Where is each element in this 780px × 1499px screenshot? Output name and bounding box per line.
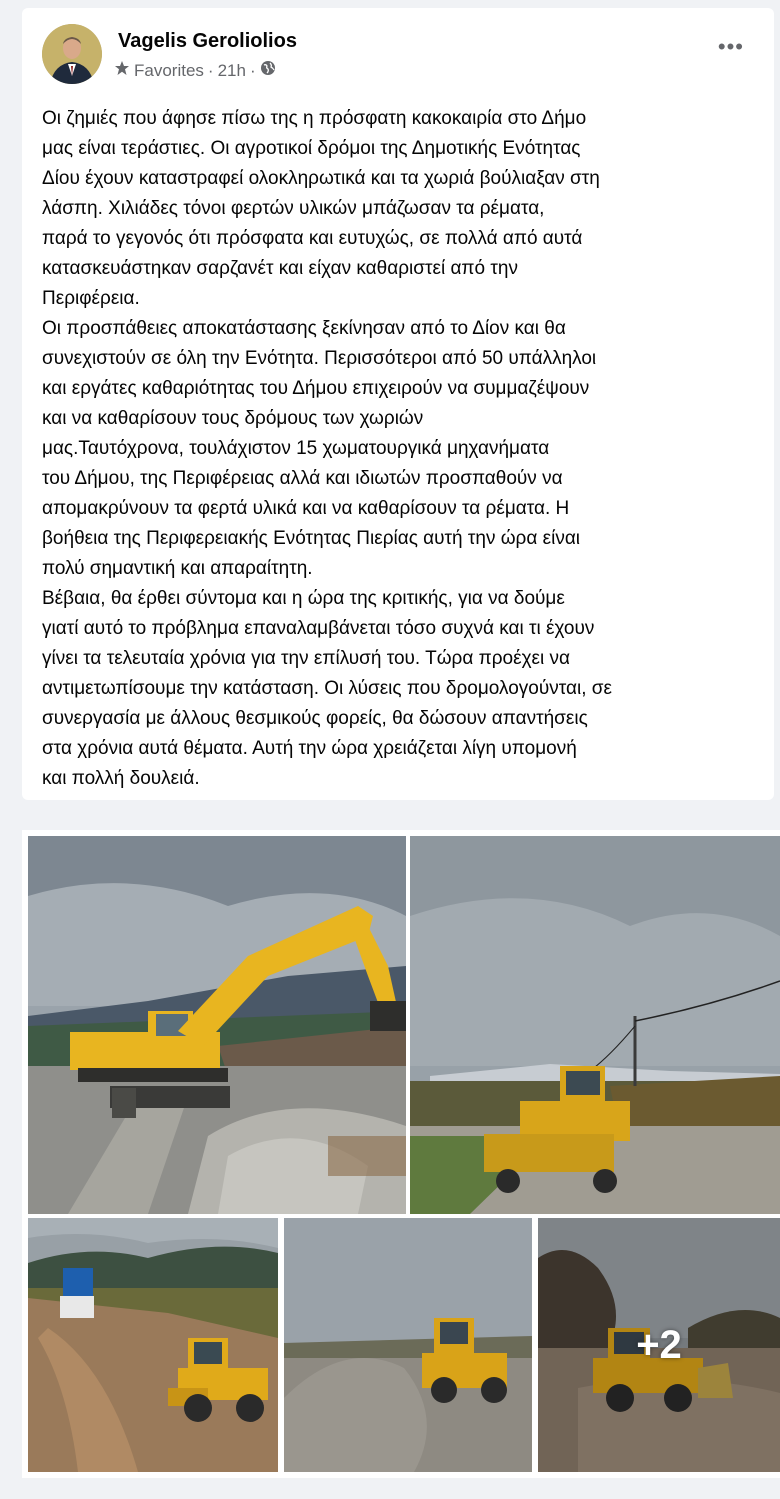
author-avatar[interactable] [42,24,102,84]
photo-excavator[interactable] [28,836,406,1214]
post-text-line: πολύ σημαντική και απαραίτητη. [42,558,313,579]
post-text-line: και πολλή δουλειά. [42,768,200,789]
post-text-line: Βέβαια, θα έρθει σύντομα και η ώρα της κριτικής, για να δούμε [42,588,565,609]
post-text-line: απομακρύνουν τα φερτά υλικά και να καθαρίσουν τα ρέματα. Η [42,498,570,519]
photo-grader[interactable] [410,836,780,1214]
post-text-line: Δίου έχουν καταστραφεί ολοκληρωτικά και τα χωριά βούλιαξαν στη [42,168,600,189]
meta-separator-2: · [249,60,256,80]
more-photos-count: +2 [636,1322,682,1367]
post-text-line: και να καθαρίσουν τους δρόμους των χωριών [42,408,424,429]
post-text-line: βοήθεια της Περιφερειακής Ενότητας Πιερίας αυτή την ώρα είναι [42,528,581,549]
author-name[interactable]: Vagelis Geroliolios [118,30,297,52]
photo-more[interactable] [538,1218,780,1472]
post-meta [114,60,276,81]
post-text-line: στα χρόνια αυτά θέματα. Αυτή την ώρα χρειάζεται λίγη υπομονή [42,738,577,759]
meta-separator: · [207,60,214,80]
post-text-line: κατασκευάστηκαν σαρζανέτ και είχαν καθαριστεί από την [42,258,518,279]
post-text-line: συνεργασία με άλλους θεσμικούς φορείς, θα δώσουν απαντήσεις [42,708,588,729]
post-text-line: λάσπη. Χιλιάδες τόνοι φερτών υλικών μπάζωσαν τα ρέματα, [42,198,545,219]
post-text-line: Οι προσπάθειες αποκατάστασης ξεκίνησαν από το Δίον και θα [42,318,566,339]
photo-grid [22,830,780,1478]
photo-truck-loader[interactable] [28,1218,278,1472]
more-options-icon[interactable]: ••• [717,34,744,59]
post-text-line: γίνει τα τελευταία χρόνια για την επίλυσή του. Τώρα προέχει να [42,648,571,669]
post-text-line: του Δήμου, της Περιφέρειας αλλά και ιδιωτών προσπαθούν να [42,468,563,489]
post-text-line: μας.Ταυτόχρονα, τουλάχιστον 15 χωματουργικά μηχανήματα [42,438,550,459]
post-card [22,8,774,800]
audience-label[interactable]: Favorites [134,60,204,80]
star-icon [114,60,130,81]
avatar-image [42,24,102,84]
post-text-line: μας είναι τεράστιες. Οι αγροτικοί δρόμοι της Δημοτικής Ενότητας [42,138,581,159]
post-text-line: Οι ζημιές που άφησε πίσω της η πρόσφατη κακοκαιρία στο Δήμο [42,108,587,129]
post-text-line: συνεχιστούν σε όλη την Ενότητα. Περισσότεροι από 50 υπάλληλοι [42,348,597,369]
photo-loader-gravel[interactable] [284,1218,532,1472]
post-text [42,104,758,794]
post-text-line: Περιφέρεια. [42,288,140,309]
post-text-line: αντιμετωπίσουμε την κατάσταση. Οι λύσεις που δρομολογούνται, σε [42,678,612,699]
post-text-line: παρά το γεγονός ότι πρόσφατα και ευτυχώς, σε πολλά από αυτά [42,228,583,249]
post-text-line: και εργάτες καθαριότητας του Δήμου επιχειρούν να συμμαζέψουν [42,378,590,399]
post-time[interactable]: 21h [217,60,246,80]
globe-icon[interactable] [260,60,276,81]
post-text-line: γιατί αυτό το πρόβλημα επαναλαμβάνεται τόσο συχνά και τι έχουν [42,618,595,639]
